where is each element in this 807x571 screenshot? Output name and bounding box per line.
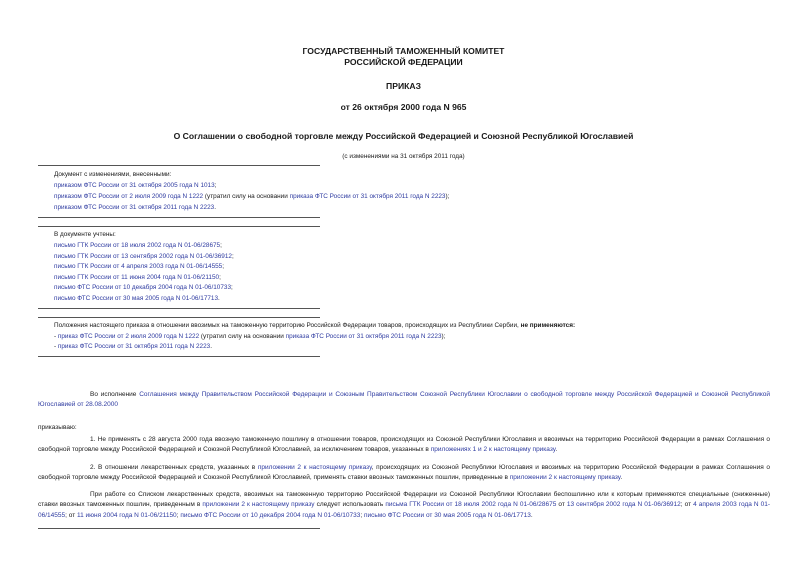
amendment-link[interactable]: приказом ФТС России от 31 октября 2011 года N 2223 — [54, 204, 215, 211]
divider — [38, 356, 320, 357]
divider — [38, 528, 320, 529]
letter-link[interactable]: письмо ФТС России от 10 декабря 2004 года N 01-06/10733 — [54, 284, 232, 291]
serbia-item: - приказ ФТС России от 2 июля 2009 года N 1222 (утратил силу на основании приказа ФТС России от 31 октября 2011 года N 2223); — [54, 333, 446, 340]
accounted-item: письмо ГТК России от 11 июня 2004 года N 01-06/21150; — [54, 274, 221, 281]
agreement-link[interactable]: Соглашения между Правительством Российской Федерации и Союзным Правительством Союзной Республики Югославии о свободной торговле между Российской Федерацией и Союзной Республикой Югославией от 28.08.2000 — [38, 391, 770, 409]
accounted-item: письмо ГТК России от 13 сентября 2002 года N 01-06/36912; — [54, 253, 234, 260]
changes-intro: Документ с изменениями, внесенными: — [54, 171, 172, 178]
letter-link[interactable]: письмо ФТС России от 30 мая 2005 года N 01-06/17713 — [54, 295, 219, 302]
letter-link[interactable]: письма ГТК России от 18 июля 2002 года N 01-06/28675 — [385, 501, 557, 509]
letter-link[interactable]: письмо ФТС России от 10 декабря 2004 года N 01-06/10733 — [180, 511, 361, 519]
accounted-item: письмо ГТК России от 4 апреля 2003 года N 01-06/14555; — [54, 263, 225, 270]
changes-item: приказом ФТС России от 2 июля 2009 года N 1222 (утратил силу на основании приказа ФТС России от 31 октября 2011 года N 2223); — [54, 193, 450, 200]
serbia-item: - приказ ФТС России от 31 октября 2011 года N 2223. — [54, 343, 213, 350]
letter-link[interactable]: письмо ГТК России от 4 апреля 2003 года N 01-06/14555 — [54, 263, 223, 270]
clause-1: 1. Не применять с 28 августа 2000 года ввозную таможенную пошлину в отношении товаров, происходящих из Союзной Республики Югославия и ввозимых на территорию Российской Федерации в рамках Соглашения о свободной торговле между Российской Федерацией и Союзной Республикой Югославией, за исключением товаров, указанных в приложениях 1 и 2 к настоящему приказу. — [38, 436, 770, 454]
changes-item: приказом ФТС России от 31 октября 2005 года N 1013; — [54, 182, 217, 189]
letter-link[interactable]: письмо ФТС России от 30 мая 2005 года N 01-06/17713 — [363, 511, 531, 519]
serbia-intro: Положения настоящего приказа в отношении ввозимых на таможенную территорию Российской Федерации товаров, происходящих из Республики Сербии, не применяются: — [54, 322, 576, 329]
accounted-item: письмо ФТС России от 10 декабря 2004 года N 01-06/10733; — [54, 284, 233, 291]
document-title: О Соглашении о свободной торговле между Российской Федерацией и Союзной Республикой Югославией — [173, 131, 634, 141]
divider — [38, 226, 320, 227]
appendix-link[interactable]: приложениях 1 и 2 к настоящему приказу — [430, 446, 556, 454]
amendment-link[interactable]: приказа ФТС России от 31 октября 2011 года N 2223 — [289, 193, 446, 200]
letter-link[interactable]: 4 апреля 2003 года N 01-06/14555 — [38, 501, 771, 519]
issuer-line-2: РОССИЙСКОЙ ФЕДЕРАЦИИ — [344, 57, 463, 67]
revision-note: (с изменениями на 31 октября 2011 года) — [342, 153, 465, 160]
document-date: от 26 октября 2000 года N 965 — [340, 102, 467, 112]
accounted-item: письмо ГТК России от 18 июля 2002 года N 01-06/28675; — [54, 242, 222, 249]
accounted-intro: В документе учтены: — [54, 231, 116, 238]
changes-item: приказом ФТС России от 31 октября 2011 года N 2223. — [54, 204, 216, 211]
amendment-link[interactable]: приказом ФТС России от 2 июля 2009 года N 1222 — [54, 193, 204, 200]
appendix-link[interactable]: приложении 2 к настоящему приказу — [257, 464, 372, 471]
letter-link[interactable]: 11 июня 2004 года N 01-06/21150 — [77, 511, 177, 519]
document-type: ПРИКАЗ — [386, 81, 421, 91]
divider — [38, 308, 320, 309]
note-paragraph: При работе со Списком лекарственных средств, ввозимых на таможенную территорию Российской Федерации из Союзной Республики Югославии беспошлинно или к которым применяются специальные (сниженные) ставки ввозных таможенных пошлин, приведенным в приложении 2 к настоящему приказу следует использовать письма ГТК России от 18 июля 2002 года N 01-06/28675 от 13 сентября 2002 года N 01-06/36912; от 4 апреля 2003 года N 01-06/14555; от 11 июня 2004 года N 01-06/21150; письмо ФТС России от 10 декабря 2004 года N 01-06/10733; письмо ФТС России от 30 мая 2005 года N 01-06/17713. — [38, 491, 771, 519]
order-word: приказываю: — [38, 424, 77, 431]
letter-link[interactable]: 13 сентября 2002 года N 01-06/36912 — [566, 501, 681, 509]
divider — [38, 217, 320, 218]
letter-link[interactable]: письмо ГТК России от 11 июня 2004 года N 01-06/21150 — [54, 274, 220, 281]
letter-link[interactable]: письмо ГТК России от 18 июля 2002 года N 01-06/28675 — [54, 242, 221, 249]
order-link[interactable]: приказ ФТС России от 2 июля 2009 года N 1222 — [57, 333, 200, 340]
order-link[interactable]: приказа ФТС России от 31 октября 2011 года N 2223 — [285, 333, 442, 340]
divider — [38, 165, 320, 166]
letter-link[interactable]: письмо ГТК России от 13 сентября 2002 года N 01-06/36912 — [54, 253, 232, 260]
accounted-item: письмо ФТС России от 30 мая 2005 года N 01-06/17713. — [54, 295, 220, 302]
divider — [38, 317, 320, 318]
clause-2: 2. В отношении лекарственных средств, указанных в приложении 2 к настоящему приказу, происходящих из Союзной Республики Югославия и ввозимых на территорию Российской Федерации в рамках Соглашения о свободной торговле между Российской Федерацией и Союзной Республикой Югославией, применять ставки ввозных таможенных пошлин, приведенные в приложении 2 к настоящему приказу. — [38, 464, 770, 482]
appendix-link[interactable]: приложении 2 к настоящему приказу — [202, 501, 315, 509]
preamble-paragraph: Во исполнение Соглашения между Правительством Российской Федерации и Союзным Правительством Союзной Республики Югославии о свободной торговле между Российской Федерацией и Союзной Республикой Югославией от 28.08.2000 — [38, 391, 770, 409]
order-link[interactable]: приказ ФТС России от 31 октября 2011 года N 2223 — [57, 343, 211, 350]
amendment-link[interactable]: приказом ФТС России от 31 октября 2005 года N 1013 — [54, 182, 215, 189]
issuer-line-1: ГОСУДАРСТВЕННЫЙ ТАМОЖЕННЫЙ КОМИТЕТ — [302, 46, 505, 56]
appendix-link[interactable]: приложении 2 к настоящему приказу — [509, 474, 621, 482]
